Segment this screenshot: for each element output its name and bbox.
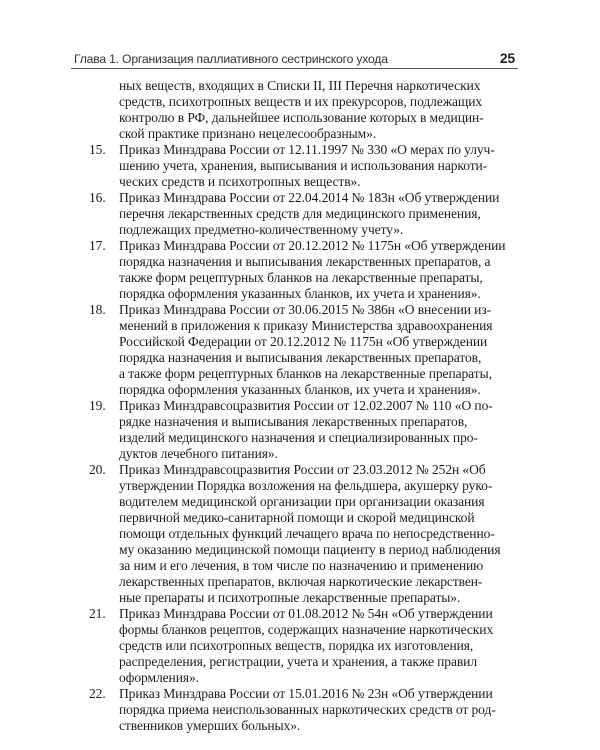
reference-item [81, 686, 511, 734]
text-line: формы бланков рецептов, содержащих назначение наркотических [119, 622, 494, 637]
text-line: перечня лекарственных средств для медицинского применения, [119, 206, 481, 221]
reference-text [119, 190, 511, 238]
running-title: Глава 1. Организация паллиативного сестринского ухода [74, 52, 388, 66]
reference-item [81, 238, 511, 302]
text-line: за ним и его лечения, в том числе по назначению и применению [119, 558, 484, 573]
text-line: рядке назначения и выписывания лекарственных препаратов, [119, 414, 468, 429]
reference-text [119, 398, 511, 462]
reference-number: 20. [89, 462, 106, 477]
text-line: водителем медицинской организации при организации оказания [119, 494, 485, 509]
text-line: Приказ Минздравсоцразвития России от 12.02.2007 № 110 «О по- [119, 398, 493, 413]
text-line: средств или психотропных веществ, порядка их изготовления, [119, 638, 474, 653]
text-line: Приказ Минздрава России от 01.08.2012 № 54н «Об утверждении [119, 606, 493, 621]
text-line: распределения, регистрации, учета и хранения, а также правил [119, 654, 477, 669]
reference-item [81, 606, 511, 686]
text-line: подлежащих предметно-количественному учету». [119, 222, 404, 237]
reference-number: 22. [89, 686, 106, 701]
reference-item [81, 398, 511, 462]
text-line: дуктов лечебного питания». [119, 446, 278, 461]
text-line: Приказ Минздравсоцразвития России от 23.03.2012 № 252н «Об [119, 462, 486, 477]
reference-number: 19. [89, 398, 106, 413]
reference-item [81, 462, 511, 606]
text-line: утверждении Порядка возложения на фельдшера, акушерку руко- [119, 478, 493, 493]
continued-reference-text [81, 78, 511, 142]
text-line: порядка назначения и выписывания лекарственных препаратов, [119, 350, 482, 365]
reference-text [119, 606, 511, 686]
reference-item [81, 302, 511, 398]
reference-text [119, 462, 511, 606]
reference-item [81, 190, 511, 238]
reference-number: 18. [89, 302, 106, 317]
text-line: оформления». [119, 670, 199, 685]
text-line: ных веществ, входящих в Списки II, III Перечня наркотических [119, 78, 481, 93]
reference-number: 15. [89, 142, 106, 157]
text-line: порядка оформления указанных бланков, их учета и хранения». [119, 382, 481, 397]
text-line: му оказанию медицинской помощи пациенту в период наблюдения [119, 542, 501, 557]
text-line: ской практике признано нецелесообразным». [119, 126, 377, 141]
reference-text [119, 142, 511, 190]
text-line: порядка приема неиспользованных наркотических средств от род- [119, 702, 496, 717]
text-line: шению учета, хранения, выписывания и использования наркоти- [119, 158, 488, 173]
text-line: лекарственных препаратов, включая наркотические лекарствен- [119, 574, 483, 589]
reference-text [119, 686, 511, 734]
text-line: менений в приложения к приказу Министерства здравоохранения [119, 318, 493, 333]
text-line: а также форм рецептурных бланков на лекарственные препараты, [119, 366, 492, 381]
text-line: ные препараты и психотропные лекарственные препараты». [119, 590, 461, 605]
text-line: средств, психотропных веществ и их прекурсоров, подлежащих [119, 94, 483, 109]
text-line: помощи отдельных функций лечащего врача по непосредственно- [119, 526, 495, 541]
reference-text [119, 302, 511, 398]
text-line: ственников умерших больных». [119, 718, 301, 733]
text-line: Приказ Минздрава России от 22.04.2014 № 183н «Об утверждении [119, 190, 500, 205]
text-line: порядка оформления указанных бланков, их учета и хранения». [119, 286, 481, 301]
running-header [71, 46, 518, 69]
text-line: также форм рецептурных бланков на лекарственные препараты, [119, 270, 483, 285]
text-line: Российской Федерации от 20.12.2012 № 1175н «Об утверждении [119, 334, 488, 349]
text-line: контролю в РФ, дальнейшее использование которых в медицин- [119, 110, 484, 125]
text-line: ческих средств и психотропных веществ». [119, 174, 361, 189]
text-line: Приказ Минздрава России от 30.06.2015 № 386н «О внесении из- [119, 302, 491, 317]
reference-item [81, 142, 511, 190]
reference-list [81, 78, 511, 734]
reference-number: 21. [89, 606, 106, 621]
text-line: Приказ Минздрава России от 15.01.2016 № 23н «Об утверждении [119, 686, 493, 701]
page-number: 25 [499, 50, 515, 66]
text-line: первичной медико-санитарной помощи и скорой медицинской [119, 510, 475, 525]
text-line: Приказ Минздрава России от 12.11.1997 № 330 «О мерах по улуч- [119, 142, 495, 157]
text-line: Приказ Минздрава России от 20.12.2012 № 1175н «Об утверждении [119, 238, 506, 253]
text-line: изделий медицинского назначения и специализированных про- [119, 430, 478, 445]
reference-number: 16. [89, 190, 106, 205]
reference-number: 17. [89, 238, 106, 253]
reference-text [119, 238, 511, 302]
text-line: порядка назначения и выписывания лекарственных препаратов, а [119, 254, 491, 269]
